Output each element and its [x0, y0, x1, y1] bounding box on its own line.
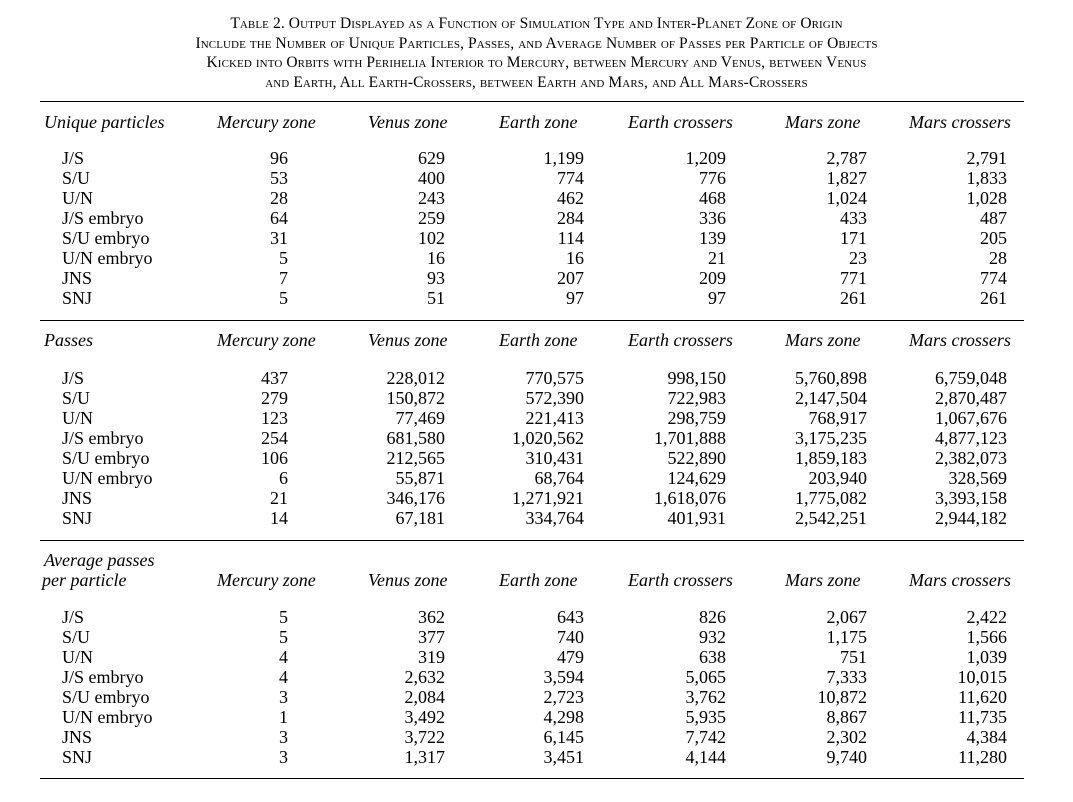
row-label: S/U embryo — [62, 228, 150, 248]
table-cell: 102 — [418, 228, 445, 248]
row-label: J/S — [62, 368, 85, 388]
row-label: U/N embryo — [62, 248, 153, 268]
table-cell: 310,431 — [525, 448, 584, 468]
table-cell: 2,302 — [826, 727, 867, 747]
table-cell: 243 — [418, 188, 445, 208]
column-header-earth-zone: Earth zone — [499, 570, 578, 590]
table-cell: 4,877,123 — [935, 428, 1007, 448]
table-cell: 770,575 — [525, 368, 584, 388]
table-cell: 4 — [279, 667, 288, 687]
table-cell: 1,833 — [966, 168, 1007, 188]
table-cell: 2,147,504 — [795, 388, 867, 408]
table-cell: 1,271,921 — [512, 488, 584, 508]
table-cell: 771 — [840, 268, 867, 288]
table-cell: 171 — [840, 228, 867, 248]
table-cell: 7 — [279, 268, 288, 288]
table-cell: 5,935 — [685, 707, 726, 727]
row-label: J/S embryo — [62, 428, 144, 448]
table-cell: 203,940 — [808, 468, 867, 488]
table-cell: 228,012 — [386, 368, 445, 388]
table-row — [0, 667, 1073, 687]
table-cell: 93 — [427, 268, 445, 288]
table-cell: 334,764 — [525, 508, 584, 528]
table-cell: 3 — [279, 687, 288, 707]
table-row — [0, 607, 1073, 627]
table-cell: 5 — [279, 607, 288, 627]
table-cell: 10,015 — [957, 667, 1007, 687]
table-cell: 55,871 — [395, 468, 445, 488]
table-cell: 3,492 — [404, 707, 445, 727]
section-label: Average passes — [44, 550, 155, 570]
table-cell: 462 — [557, 188, 584, 208]
table-cell: 259 — [418, 208, 445, 228]
table-row — [0, 208, 1073, 228]
table-cell: 1,701,888 — [654, 428, 726, 448]
row-label: J/S — [62, 148, 85, 168]
table-cell: 16 — [427, 248, 445, 268]
table-cell: 479 — [557, 647, 584, 667]
table-row — [0, 148, 1073, 168]
table-cell: 3,594 — [543, 667, 584, 687]
column-header-mars-crossers: Mars crossers — [909, 570, 1011, 590]
table-cell: 2,723 — [543, 687, 584, 707]
column-header-mars-zone: Mars zone — [785, 330, 861, 350]
table-row — [0, 168, 1073, 188]
row-label: S/U — [62, 627, 91, 647]
table-cell: 2,084 — [404, 687, 445, 707]
table-cell: 6,759,048 — [935, 368, 1007, 388]
table-cell: 437 — [261, 368, 288, 388]
table-cell: 21 — [708, 248, 726, 268]
table-cell: 207 — [557, 268, 584, 288]
table-cell: 1,024 — [826, 188, 867, 208]
section-label: Unique particles — [44, 112, 165, 132]
table-cell: 209 — [699, 268, 726, 288]
section-rule — [40, 320, 1024, 321]
table-cell: 5 — [279, 627, 288, 647]
table-cell: 1,175 — [826, 627, 867, 647]
table-row — [0, 288, 1073, 308]
table-cell: 468 — [699, 188, 726, 208]
table-cell: 1,618,076 — [654, 488, 726, 508]
table-row — [0, 228, 1073, 248]
row-label: JNS — [62, 268, 93, 288]
table-cell: 638 — [699, 647, 726, 667]
table-cell: 401,931 — [667, 508, 726, 528]
column-header-venus-zone: Venus zone — [368, 112, 448, 132]
table-row — [0, 468, 1073, 488]
table-cell: 16 — [566, 248, 584, 268]
table-cell: 400 — [418, 168, 445, 188]
table-cell: 2,067 — [826, 607, 867, 627]
table-cell: 932 — [699, 627, 726, 647]
table-cell: 774 — [980, 268, 1007, 288]
section-label-continued: per particle — [42, 570, 127, 590]
table-cell: 2,632 — [404, 667, 445, 687]
row-label: U/N embryo — [62, 707, 153, 727]
table-cell: 106 — [261, 448, 288, 468]
table-cell: 261 — [840, 288, 867, 308]
row-label: U/N — [62, 408, 93, 428]
table-row — [0, 747, 1073, 767]
table-cell: 1,209 — [685, 148, 726, 168]
table-cell: 212,565 — [386, 448, 445, 468]
column-header-mercury-zone: Mercury zone — [217, 330, 316, 350]
column-header-mercury-zone: Mercury zone — [217, 570, 316, 590]
table-cell: 23 — [849, 248, 867, 268]
table-cell: 572,390 — [525, 388, 584, 408]
row-label: U/N — [62, 188, 93, 208]
table-cell: 7,333 — [826, 667, 867, 687]
section-label: Passes — [44, 330, 93, 350]
table-cell: 139 — [699, 228, 726, 248]
section-rule — [40, 540, 1024, 541]
table-cell: 377 — [418, 627, 445, 647]
table-cell: 77,469 — [395, 408, 445, 428]
table-cell: 279 — [261, 388, 288, 408]
top-rule — [40, 101, 1024, 102]
row-label: SNJ — [62, 288, 93, 308]
table-row — [0, 508, 1073, 528]
column-header-mars-zone: Mars zone — [785, 112, 861, 132]
table-row — [0, 488, 1073, 508]
table-cell: 681,580 — [386, 428, 445, 448]
table-cell: 433 — [840, 208, 867, 228]
table-cell: 740 — [557, 627, 584, 647]
table-cell: 3 — [279, 747, 288, 767]
table-cell: 3,722 — [404, 727, 445, 747]
table-cell: 28 — [989, 248, 1007, 268]
table-cell: 826 — [699, 607, 726, 627]
table-cell: 5,760,898 — [795, 368, 867, 388]
table-cell: 150,872 — [386, 388, 445, 408]
table-cell: 8,867 — [826, 707, 867, 727]
column-header-earth-crossers: Earth crossers — [628, 112, 733, 132]
row-label: JNS — [62, 488, 93, 508]
table-cell: 1,566 — [966, 627, 1007, 647]
table-cell: 31 — [270, 228, 288, 248]
column-header-venus-zone: Venus zone — [368, 330, 448, 350]
table-cell: 5 — [279, 248, 288, 268]
table-cell: 336 — [699, 208, 726, 228]
caption-line: Table 2. Output Displayed as a Function of Simulation Type and Inter-Planet Zone of Origin — [230, 15, 843, 32]
table-cell: 1,199 — [543, 148, 584, 168]
table-cell: 28 — [270, 188, 288, 208]
table-cell: 1,827 — [826, 168, 867, 188]
table-cell: 776 — [699, 168, 726, 188]
table-cell: 2,542,251 — [795, 508, 867, 528]
column-header-earth-zone: Earth zone — [499, 330, 578, 350]
table-cell: 722,983 — [667, 388, 726, 408]
table-cell: 11,280 — [958, 747, 1007, 767]
table-cell: 21 — [270, 488, 288, 508]
table-cell: 362 — [418, 607, 445, 627]
table-cell: 51 — [427, 288, 445, 308]
table-cell: 11,735 — [958, 707, 1007, 727]
table-cell: 67,181 — [395, 508, 445, 528]
table-cell: 629 — [418, 148, 445, 168]
table-cell: 64 — [270, 208, 288, 228]
table-row — [0, 627, 1073, 647]
row-label: S/U embryo — [62, 448, 150, 468]
table-row — [0, 388, 1073, 408]
table-cell: 1,028 — [966, 188, 1007, 208]
column-header-earth-crossers: Earth crossers — [628, 570, 733, 590]
row-label: U/N — [62, 647, 93, 667]
table-cell: 2,791 — [966, 148, 1007, 168]
table-cell: 3,393,158 — [935, 488, 1007, 508]
table-cell: 3,451 — [543, 747, 584, 767]
row-label: S/U — [62, 168, 91, 188]
table-cell: 14 — [270, 508, 288, 528]
row-label: J/S embryo — [62, 667, 144, 687]
table-cell: 346,176 — [386, 488, 445, 508]
table-cell: 1,775,082 — [795, 488, 867, 508]
table-cell: 1,317 — [404, 747, 445, 767]
table-cell: 4 — [279, 647, 288, 667]
row-label: J/S — [62, 607, 85, 627]
table-cell: 221,413 — [525, 408, 584, 428]
table-row — [0, 707, 1073, 727]
table-cell: 2,422 — [966, 607, 1007, 627]
table-cell: 97 — [708, 288, 726, 308]
table-cell: 2,787 — [826, 148, 867, 168]
table-cell: 3,175,235 — [795, 428, 867, 448]
table-cell: 487 — [980, 208, 1007, 228]
table-cell: 6,145 — [543, 727, 584, 747]
table-cell: 284 — [557, 208, 584, 228]
table-cell: 998,150 — [667, 368, 726, 388]
table-row — [0, 268, 1073, 288]
table-cell: 1 — [279, 707, 288, 727]
table-cell: 3,762 — [685, 687, 726, 707]
table-cell: 124,629 — [667, 468, 726, 488]
table-cell: 643 — [557, 607, 584, 627]
row-label: J/S embryo — [62, 208, 144, 228]
column-header-mars-zone: Mars zone — [785, 570, 861, 590]
column-header-mars-crossers: Mars crossers — [909, 330, 1011, 350]
table-cell: 4,144 — [685, 747, 726, 767]
table-row — [0, 408, 1073, 428]
row-label: JNS — [62, 727, 93, 747]
table-cell: 774 — [557, 168, 584, 188]
table-cell: 522,890 — [667, 448, 726, 468]
table-cell: 2,382,073 — [935, 448, 1007, 468]
table-cell: 3 — [279, 727, 288, 747]
table-cell: 7,742 — [685, 727, 726, 747]
table-cell: 4,384 — [966, 727, 1007, 747]
table-cell: 114 — [557, 228, 584, 248]
table-cell: 1,039 — [966, 647, 1007, 667]
column-header-earth-crossers: Earth crossers — [628, 330, 733, 350]
bottom-rule — [40, 778, 1024, 779]
table-cell: 205 — [980, 228, 1007, 248]
table-cell: 319 — [418, 647, 445, 667]
caption-line: Include the Number of Unique Particles, Passes, and Average Number of Passes per Particle of Objects — [195, 34, 878, 52]
row-label: S/U embryo — [62, 687, 150, 707]
table-row — [0, 248, 1073, 268]
table-row — [0, 647, 1073, 667]
table-cell: 5,065 — [685, 667, 726, 687]
row-label: S/U — [62, 388, 91, 408]
table-cell: 5 — [279, 288, 288, 308]
row-label: SNJ — [62, 508, 93, 528]
table-cell: 96 — [270, 148, 288, 168]
table-cell: 4,298 — [543, 707, 584, 727]
table-row — [0, 727, 1073, 747]
table-cell: 2,870,487 — [935, 388, 1007, 408]
table-cell: 2,944,182 — [935, 508, 1007, 528]
table-row — [0, 687, 1073, 707]
table-cell: 97 — [566, 288, 584, 308]
column-header-earth-zone: Earth zone — [499, 112, 578, 132]
column-header-mercury-zone: Mercury zone — [217, 112, 316, 132]
table-cell: 10,872 — [817, 687, 867, 707]
table-cell: 6 — [279, 468, 288, 488]
table-row — [0, 368, 1073, 388]
table-cell: 261 — [980, 288, 1007, 308]
caption-line: and Earth, All Earth-Crossers, between Earth and Mars, and All Mars-Crossers — [265, 73, 808, 91]
row-label: SNJ — [62, 747, 93, 767]
column-header-venus-zone: Venus zone — [368, 570, 448, 590]
table-caption — [40, 14, 1033, 92]
table-row — [0, 188, 1073, 208]
caption-line: Kicked into Orbits with Perihelia Interior to Mercury, between Mercury and Venus, between Venus — [206, 54, 867, 71]
table-row — [0, 448, 1073, 468]
table-cell: 751 — [840, 647, 867, 667]
table-cell: 1,859,183 — [795, 448, 867, 468]
table-cell: 1,067,676 — [935, 408, 1007, 428]
table-cell: 123 — [261, 408, 288, 428]
table-cell: 1,020,562 — [512, 428, 584, 448]
table-cell: 9,740 — [826, 747, 867, 767]
table-cell: 328,569 — [948, 468, 1007, 488]
table-cell: 11,620 — [958, 687, 1007, 707]
column-header-mars-crossers: Mars crossers — [909, 112, 1011, 132]
table-row — [0, 428, 1073, 448]
table-cell: 68,764 — [534, 468, 584, 488]
table-cell: 254 — [261, 428, 288, 448]
table-cell: 298,759 — [667, 408, 726, 428]
table-cell: 768,917 — [808, 408, 867, 428]
table-cell: 53 — [270, 168, 288, 188]
row-label: U/N embryo — [62, 468, 153, 488]
